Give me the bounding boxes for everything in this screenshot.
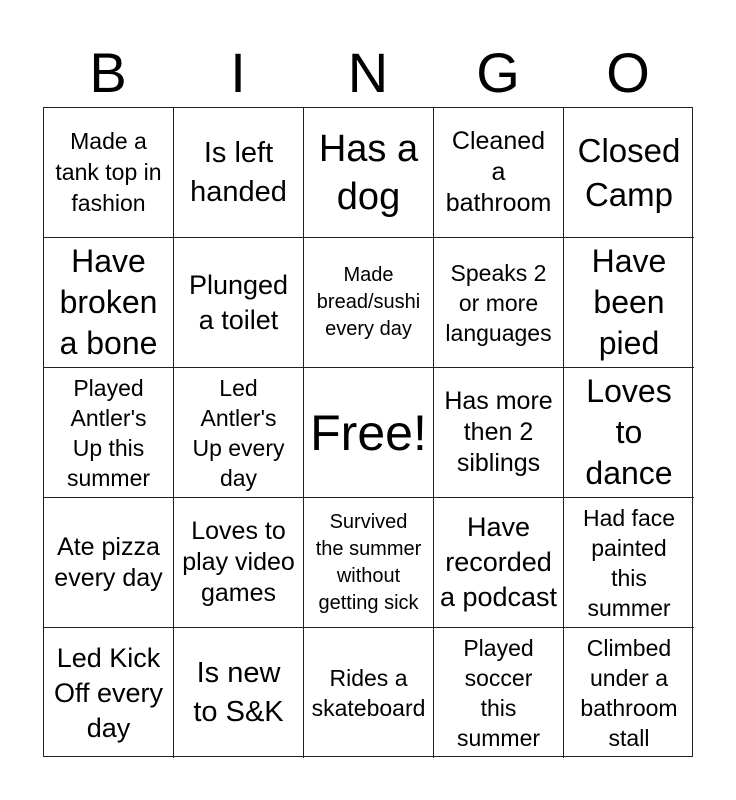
bingo-cell bbox=[564, 368, 694, 498]
bingo-cell bbox=[174, 108, 304, 238]
header-letter-n: N bbox=[347, 41, 389, 104]
bingo-cell bbox=[174, 368, 304, 498]
bingo-cell bbox=[434, 368, 564, 498]
header-letter-i: I bbox=[230, 41, 246, 104]
bingo-cell bbox=[564, 628, 694, 758]
bingo-cell bbox=[174, 628, 304, 758]
header-letter-g: G bbox=[476, 41, 520, 104]
cell-text: Cleaned a bathroom bbox=[445, 127, 552, 217]
cell-text: Plunged a toilet bbox=[188, 269, 289, 335]
bingo-card-grid bbox=[43, 107, 693, 757]
cell-text: Has a dog bbox=[318, 127, 419, 218]
free-space-cell bbox=[304, 368, 434, 498]
bingo-cell bbox=[174, 498, 304, 628]
bingo-cell bbox=[174, 238, 304, 368]
bingo-cell bbox=[44, 498, 174, 628]
bingo-cell bbox=[44, 108, 174, 238]
bingo-cell bbox=[304, 498, 434, 628]
bingo-cell bbox=[564, 498, 694, 628]
bingo-cell bbox=[434, 628, 564, 758]
cell-text: Is new to S&K bbox=[193, 657, 284, 728]
cell-text: Have broken a bone bbox=[59, 243, 158, 361]
bingo-cell bbox=[304, 238, 434, 368]
cell-text: Climbed under a bathroom stall bbox=[580, 635, 678, 751]
cell-text: Led Kick Off every day bbox=[53, 642, 164, 743]
bingo-cell bbox=[564, 238, 694, 368]
cell-text: Has more then 2 siblings bbox=[444, 387, 553, 477]
cell-text: Led Antler's Up every day bbox=[192, 374, 285, 491]
bingo-cell bbox=[304, 628, 434, 758]
cell-text: Rides a skateboard bbox=[311, 665, 426, 721]
cell-text: Made a tank top in fashion bbox=[55, 128, 162, 216]
cell-text: Speaks 2 or more languages bbox=[445, 259, 552, 346]
cell-text: Ate pizza every day bbox=[54, 532, 163, 592]
cell-text: Survived the summer without getting sick bbox=[315, 510, 422, 614]
bingo-cell bbox=[434, 238, 564, 368]
bingo-cell bbox=[434, 498, 564, 628]
header-letter-b: B bbox=[89, 41, 127, 104]
bingo-cell bbox=[44, 238, 174, 368]
cell-text: Had face painted this summer bbox=[582, 504, 676, 621]
bingo-cell bbox=[304, 108, 434, 238]
free-space-text: Free! bbox=[310, 404, 427, 461]
bingo-cell bbox=[44, 628, 174, 758]
cell-text: Loves to dance bbox=[585, 373, 673, 491]
header-letter-o: O bbox=[606, 41, 650, 104]
cell-text: Closed Camp bbox=[577, 131, 681, 213]
cell-text: Made bread/sushi every day bbox=[316, 264, 421, 340]
cell-text: Loves to play video games bbox=[182, 517, 295, 607]
bingo-cell bbox=[434, 108, 564, 238]
bingo-cell bbox=[564, 108, 694, 238]
cell-text: Played soccer this summer bbox=[456, 635, 541, 751]
cell-text: Played Antler's Up this summer bbox=[66, 374, 151, 491]
bingo-header bbox=[43, 40, 693, 106]
cell-text: Is left handed bbox=[190, 136, 287, 208]
cell-text: Have recorded a podcast bbox=[439, 512, 558, 612]
cell-text: Have been pied bbox=[591, 243, 667, 361]
bingo-cell bbox=[44, 368, 174, 498]
